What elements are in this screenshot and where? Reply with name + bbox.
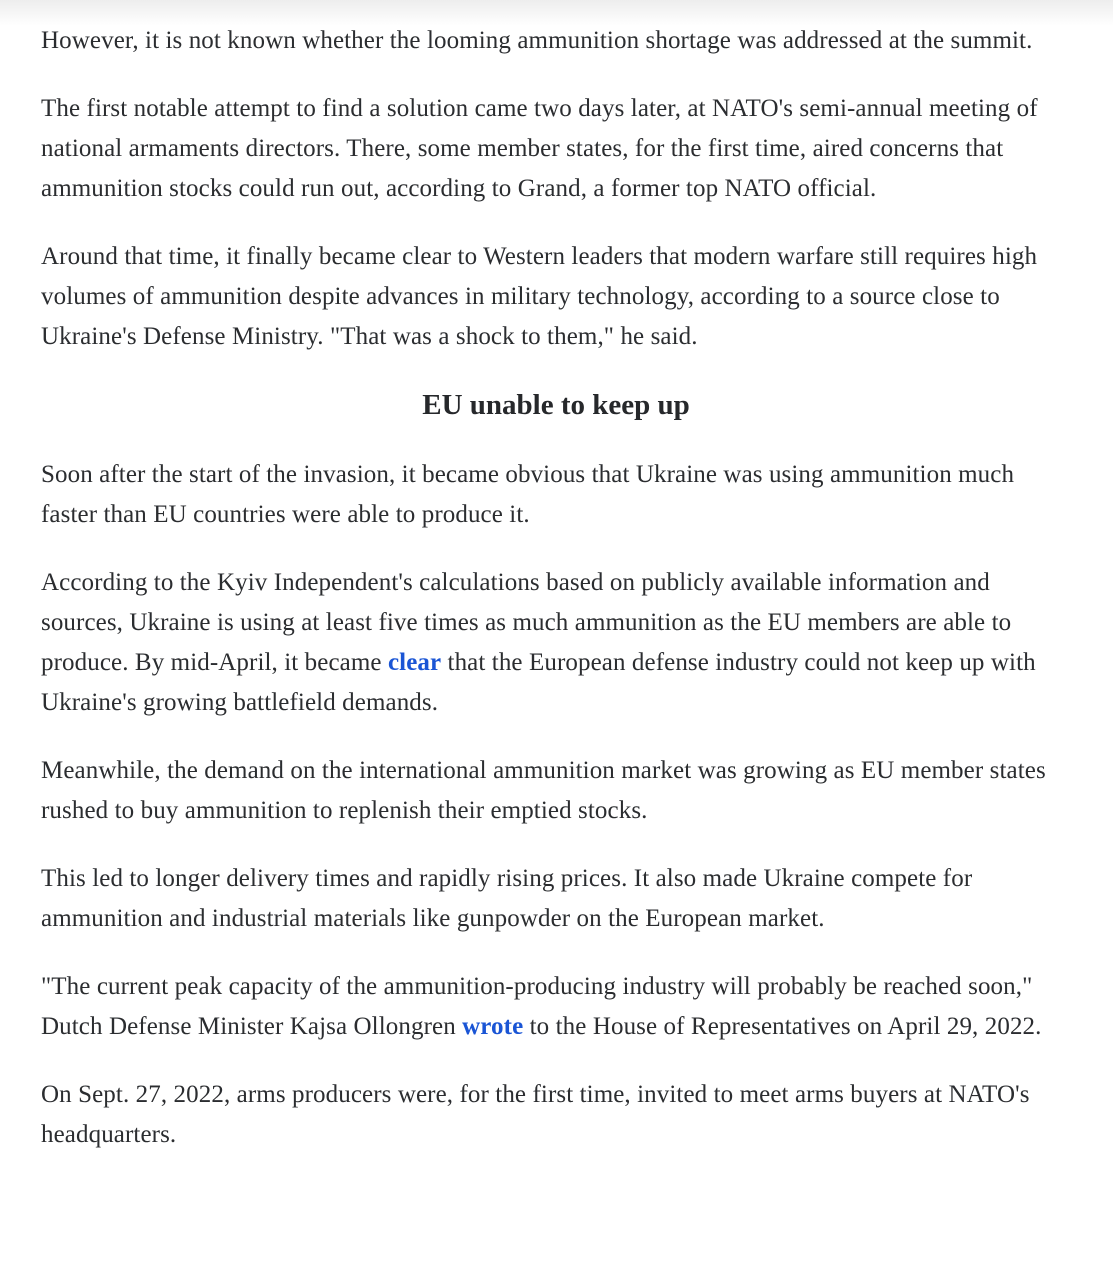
- wrote-link[interactable]: wrote: [462, 1013, 524, 1040]
- clear-link[interactable]: clear: [387, 649, 442, 676]
- text-run: However, it is not known whether the looming ammunition shortage was addressed at the summit.: [41, 27, 1033, 54]
- text-run: Meanwhile, the demand on the international ammunition market was growing as EU member states rushed to buy ammunition to replenish their emptied stocks.: [41, 757, 1046, 824]
- article-paragraph: [41, 1075, 1071, 1155]
- article-paragraph: [41, 859, 1071, 939]
- article-paragraph: [41, 237, 1071, 357]
- article-paragraph: [41, 751, 1071, 831]
- article-paragraph: [41, 21, 1071, 61]
- article-paragraph: [41, 89, 1071, 209]
- text-run: "The current peak capacity of the ammunition-producing industry will probably be reached soon," Dutch Defense Minister Kajsa Ollongren: [41, 973, 1033, 1040]
- text-run: The first notable attempt to find a solution came two days later, at NATO's semi-annual meeting of national armaments directors. There, some member states, for the first time, aired concerns that ammunition stocks could run out, according to Grand, a former top NATO official.: [41, 95, 1038, 202]
- text-run: that the European defense industry could not keep up with Ukraine's growing battlefield demands.: [41, 649, 1036, 716]
- article-paragraph: [41, 455, 1071, 535]
- text-run: According to the Kyiv Independent's calculations based on publicly available information and sources, Ukraine is using at least five times as much ammunition as the EU members are able to produce. By mid-April, it became: [41, 569, 1012, 676]
- text-run: This led to longer delivery times and rapidly rising prices. It also made Ukraine compete for ammunition and industrial materials like gunpowder on the European market.: [41, 865, 973, 932]
- section-heading: EU unable to keep up: [422, 389, 690, 421]
- text-run: Around that time, it finally became clear to Western leaders that modern warfare still requires high volumes of ammunition despite advances in military technology, according to a source close to Ukraine's Defense Ministry. "That was a shock to them," he said.: [41, 243, 1038, 350]
- text-run: Soon after the start of the invasion, it became obvious that Ukraine was using ammunition much faster than EU countries were able to produce it.: [41, 461, 1015, 528]
- text-run: On Sept. 27, 2022, arms producers were, for the first time, invited to meet arms buyers at NATO's headquarters.: [41, 1081, 1030, 1148]
- article-paragraph: [41, 563, 1071, 723]
- article-paragraph: [41, 967, 1071, 1047]
- text-run: to the House of Representatives on April 29, 2022.: [523, 1013, 1042, 1040]
